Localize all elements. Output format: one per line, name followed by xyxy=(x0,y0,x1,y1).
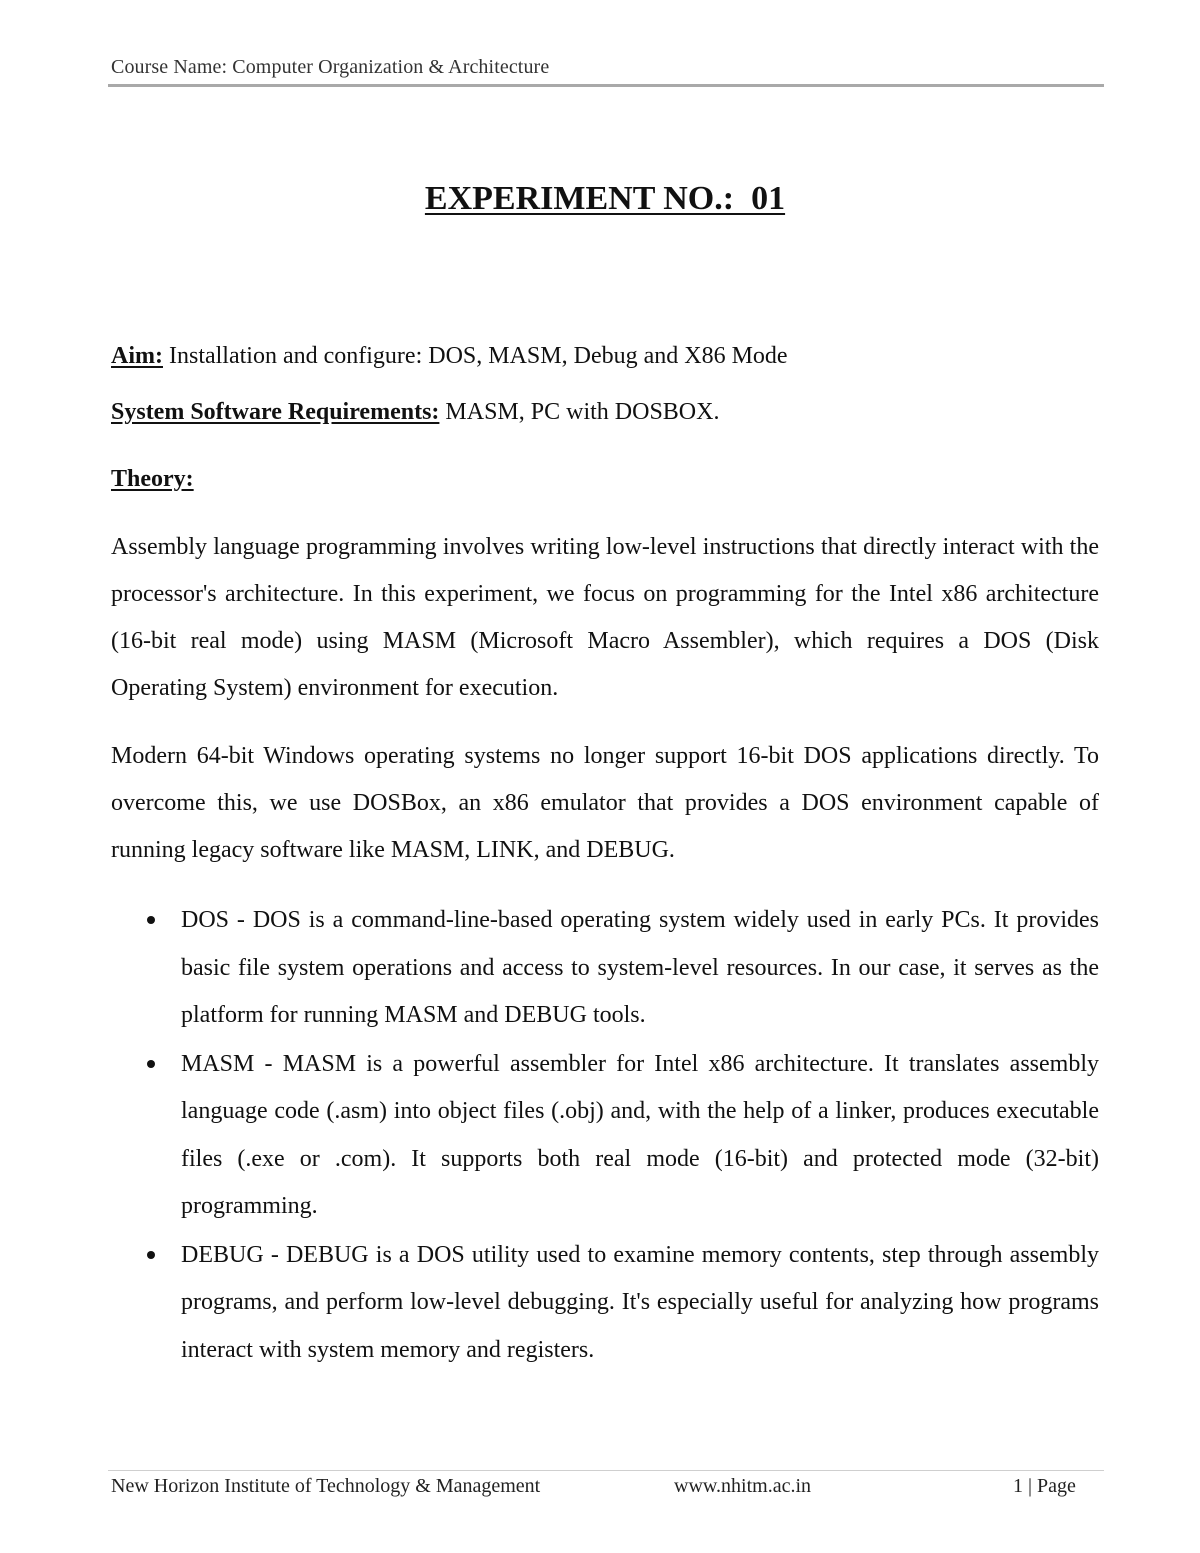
course-name-header: Course Name: Computer Organization & Architecture xyxy=(111,56,550,78)
bullet-item-debug xyxy=(181,1232,1099,1375)
aim-text: Installation and configure: DOS, MASM, Debug and X86 Mode xyxy=(162,343,788,369)
requirements-label: System Software Requirements: xyxy=(111,399,440,425)
requirements-line xyxy=(111,399,719,426)
theory-heading xyxy=(111,466,194,493)
footer-institute: New Horizon Institute of Technology & Management xyxy=(111,1475,541,1497)
theory-paragraph-1: Assembly language programming involves writing low-level instructions that directly interact with the processor's architecture. In this experiment, we focus on programming for the Intel x86 architecture (16-bit real mode) using MASM (Microsoft Macro Assembler), which requires a DOS (Disk Operating System) environment for execution. xyxy=(111,534,1099,701)
experiment-title: EXPERIMENT NO.: 01 xyxy=(424,180,786,217)
bullet-text-dos: DOS - DOS is a command-line-based operating system widely used in early PCs. It provides basic file system operations and access to system-level resources. In our case, it serves as the platform for running MASM and DEBUG tools. xyxy=(181,907,1099,1028)
theory-paragraph-2: Modern 64-bit Windows operating systems no longer support 16-bit DOS applications directly. To overcome this, we use DOSBox, an x86 emulator that provides a DOS environment capable of running legacy software like MASM, LINK, and DEBUG. xyxy=(111,743,1099,863)
bullet-item-dos xyxy=(181,897,1099,1040)
tools-bullet-list xyxy=(181,897,1099,1375)
aim-line xyxy=(111,343,788,370)
footer-website: www.nhitm.ac.in xyxy=(674,1475,812,1497)
theory-label: Theory: xyxy=(111,466,194,492)
footer-page-number: 1 | Page xyxy=(1013,1475,1076,1497)
footer-divider xyxy=(108,1470,1104,1471)
header-divider xyxy=(108,84,1104,87)
bullet-text-debug: DEBUG - DEBUG is a DOS utility used to examine memory contents, step through assembly programs, and perform low-level debugging. It's especially useful for analyzing how programs interact with system memory and registers. xyxy=(181,1241,1099,1363)
bullet-dot-icon xyxy=(147,1251,155,1259)
requirements-text: MASM, PC with DOSBOX. xyxy=(439,399,720,425)
aim-label: Aim: xyxy=(111,343,163,369)
bullet-dot-icon xyxy=(147,916,155,924)
bullet-item-masm xyxy=(181,1041,1099,1231)
bullet-dot-icon xyxy=(147,1060,155,1068)
bullet-text-masm: MASM - MASM is a powerful assembler for Intel x86 architecture. It translates assembly language code (.asm) into object files (.obj) and, with the help of a linker, produces executable files (.exe or .com). It supports both real mode (16-bit) and protected mode (32-bit) programming. xyxy=(181,1050,1099,1219)
